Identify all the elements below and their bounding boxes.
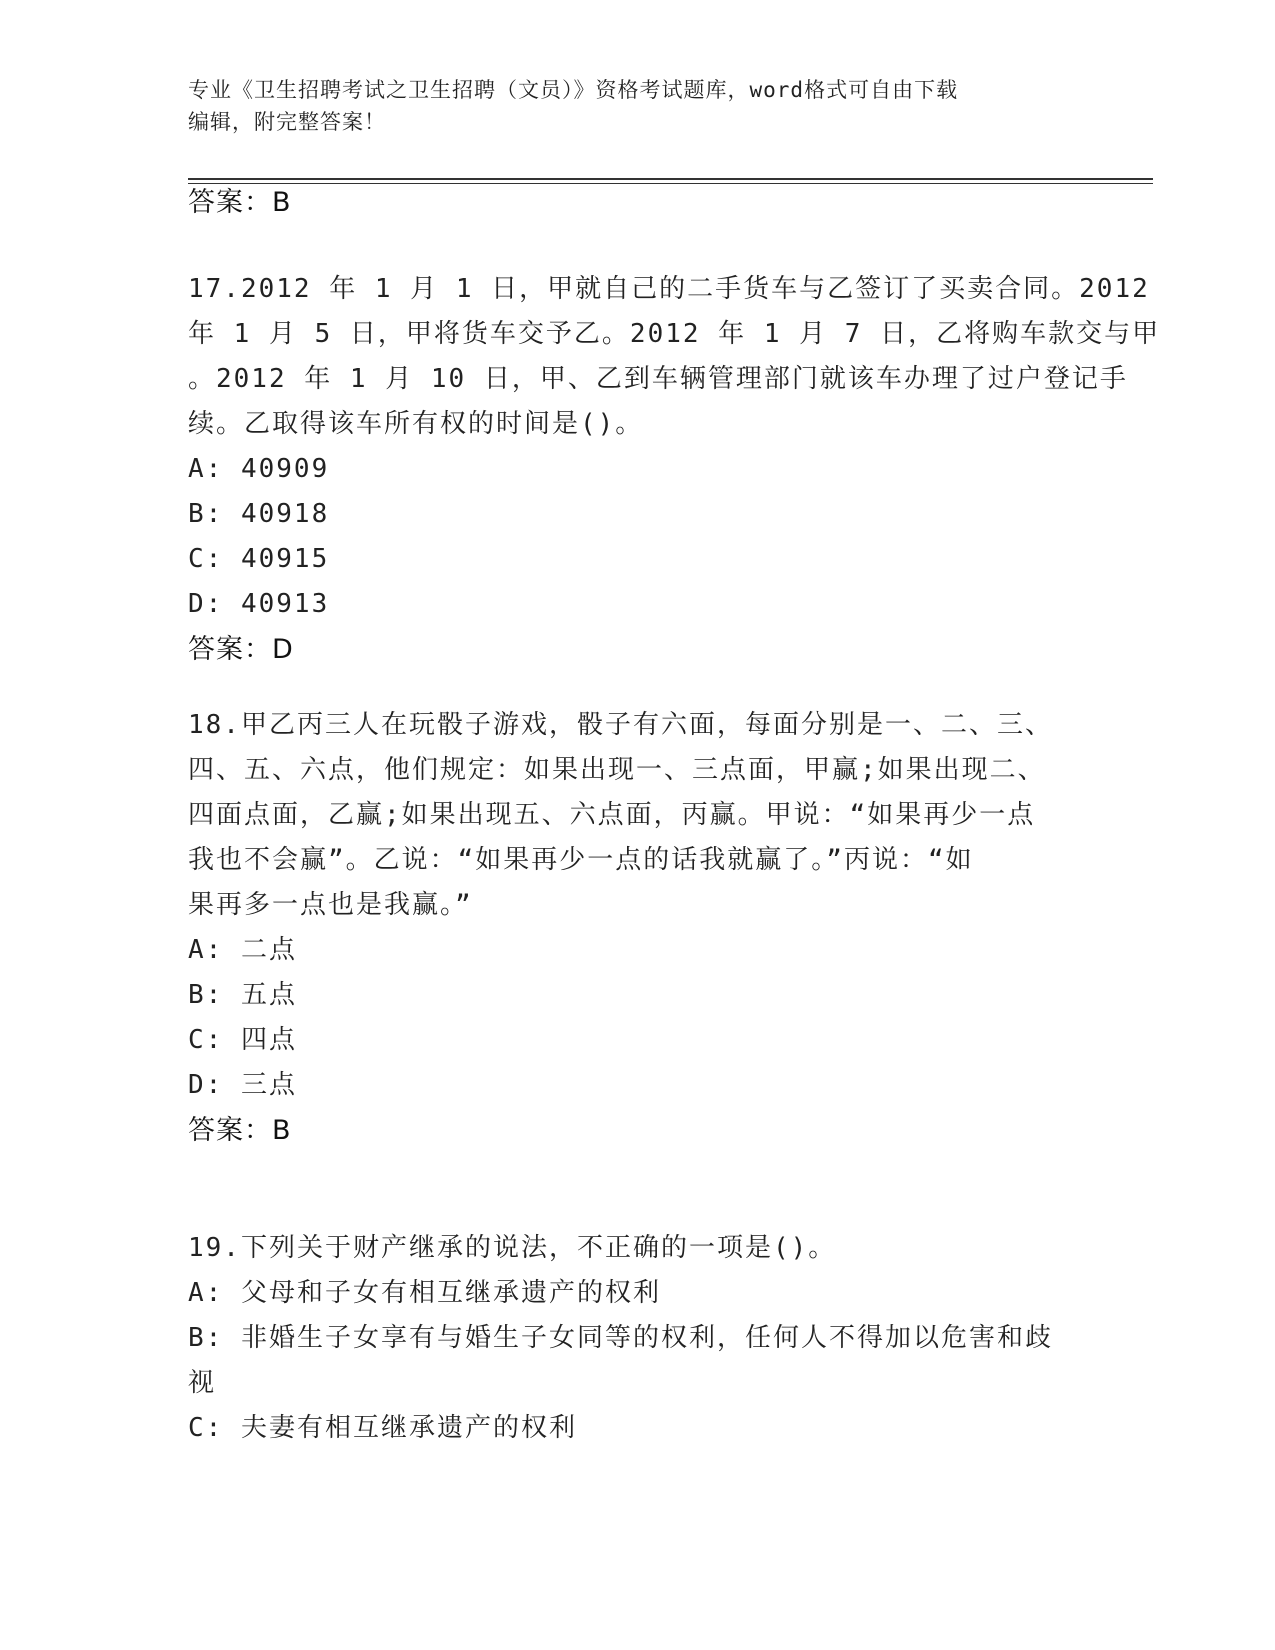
option-c: C: 四点: [188, 1025, 297, 1055]
question-stem-line: 17.2012 年 1 月 1 日，甲就自己的二手货车与乙签订了买卖合同。2012: [188, 274, 1150, 304]
header-line-2: 编辑，附完整答案！: [188, 110, 386, 134]
option-c: C: 夫妻有相互继承遗产的权利: [188, 1413, 577, 1443]
question-stem-line: 19.下列关于财产继承的说法，不正确的一项是()。: [188, 1233, 837, 1263]
answer-label: 答案：B: [188, 187, 292, 218]
header-line-1: 专业《卫生招聘考试之卫生招聘（文员）》资格考试题库，word格式可自由下载: [188, 78, 959, 102]
option-b: B: 非婚生子女享有与婚生子女同等的权利，任何人不得加以危害和歧: [188, 1323, 1053, 1353]
option-d: D: 40913: [188, 589, 330, 619]
question-stem-line: 18.甲乙丙三人在玩骰子游戏，骰子有六面，每面分别是一、二、三、: [188, 710, 1053, 740]
question-stem-line: 年 1 月 5 日，甲将货车交予乙。2012 年 1 月 7 日，乙将购车款交与甲: [188, 319, 1161, 349]
option-c: C: 40915: [188, 544, 330, 574]
question-stem-line: 果再多一点也是我赢。”: [188, 890, 473, 920]
question-stem-line: 四、五、六点，他们规定：如果出现一、三点面，甲赢;如果出现二、: [188, 755, 1046, 785]
option-a: A: 父母和子女有相互继承遗产的权利: [188, 1278, 661, 1308]
question-18: [188, 703, 1088, 1153]
option-d: D: 三点: [188, 1070, 297, 1100]
question-17: [188, 267, 1161, 672]
answer-label: 答案：B: [188, 1115, 292, 1146]
option-a: A: 二点: [188, 935, 297, 965]
option-b-continued: 视: [188, 1368, 217, 1398]
question-19: [188, 1226, 1088, 1451]
previous-answer-block: [188, 180, 1088, 225]
question-stem-line: 四面点面，乙赢;如果出现五、六点面，丙赢。甲说：“如果再少一点: [188, 800, 1036, 830]
question-stem-line: 。2012 年 1 月 10 日，甲、乙到车辆管理部门就该车办理了过户登记手: [188, 364, 1128, 394]
option-b: B: 40918: [188, 499, 330, 529]
answer-label: 答案：D: [188, 634, 294, 665]
question-stem-line: 我也不会赢”。乙说：“如果再少一点的话我就赢了。”丙说：“如: [188, 845, 974, 875]
option-b: B: 五点: [188, 980, 297, 1010]
question-stem-line: 续。乙取得该车所有权的时间是()。: [188, 409, 644, 439]
option-a: A: 40909: [188, 454, 330, 484]
document-header: [188, 74, 1088, 138]
